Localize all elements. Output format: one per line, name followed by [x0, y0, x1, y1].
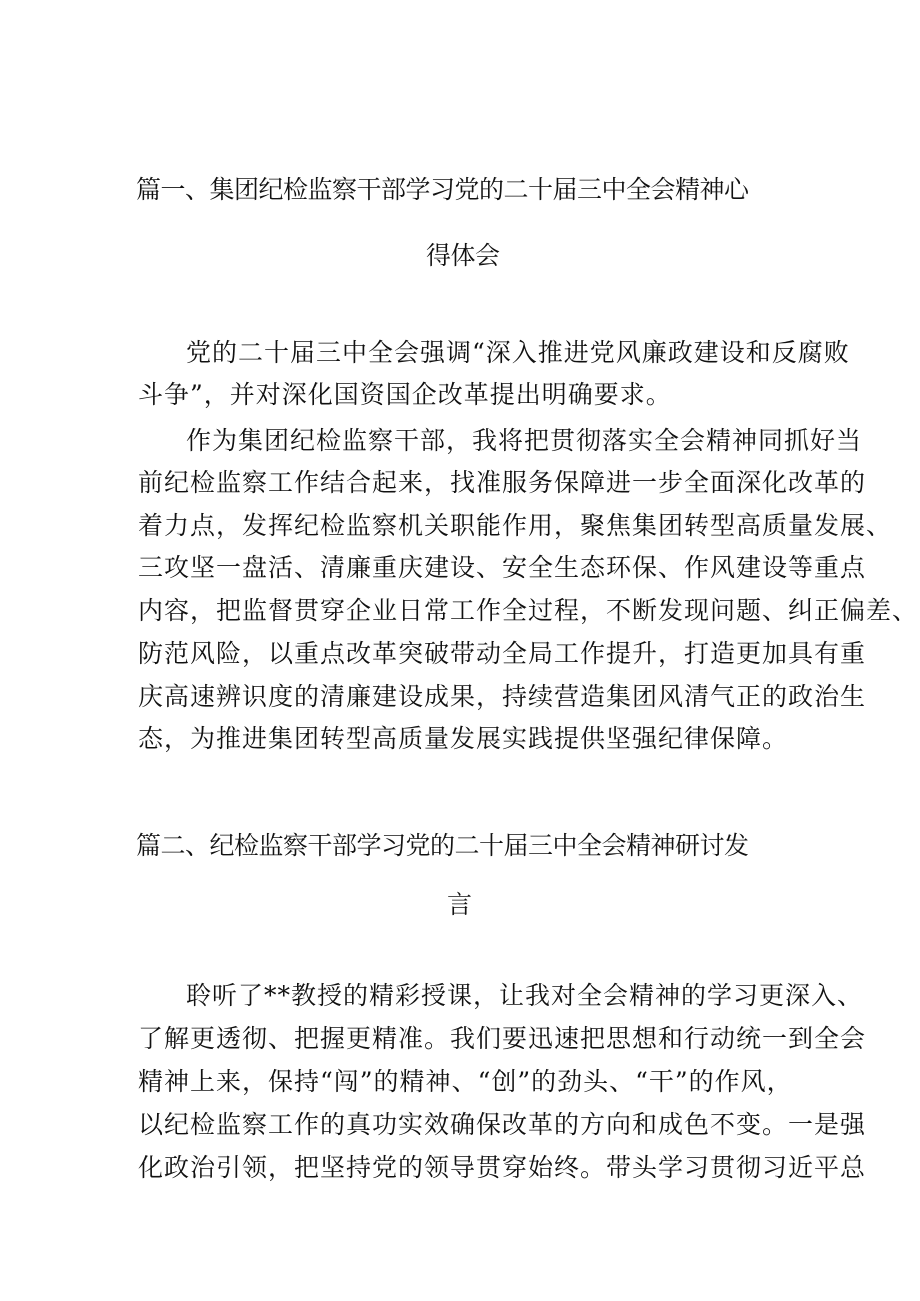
section2-title-line1: 篇二、纪检监察干部学习党的二十届三中全会精神研讨发 [136, 831, 749, 860]
paragraph-line: 内容，把监督贯穿企业日常工作全过程，不断发现问题、纠正偏差、 [138, 596, 919, 625]
section1-title-line2: 得体会 [426, 241, 500, 270]
paragraph-line: 化政治引领，把坚持党的领导贯穿始终。带头学习贯彻习近平总 [138, 1153, 867, 1182]
paragraph-line: 以纪检监察工作的真功实效确保改革的方向和成色不变。一是强 [138, 1110, 867, 1139]
paragraph-line: 党的二十届三中全会强调“深入推进党风廉政建设和反腐败 [186, 338, 850, 367]
paragraph-line: 庆高速辨识度的清廉建设成果，持续营造集团风清气正的政治生 [138, 682, 867, 711]
paragraph-line: 着力点，发挥纪检监察机关职能作用，聚焦集团转型高质量发展、 [138, 511, 893, 540]
paragraph-line: 精神上来，保持“闯”的精神、“创”的劲头、“干”的作风， [138, 1067, 793, 1096]
paragraph-line: 了解更透彻、把握更精准。我们要迅速把思想和行动统一到全会 [138, 1024, 867, 1053]
section2-title-line2: 言 [447, 890, 472, 919]
paragraph-line: 作为集团纪检监察干部，我将把贯彻落实全会精神同抓好当 [186, 426, 863, 455]
paragraph-line: 防范风险，以重点改革突破带动全局工作提升，打造更加具有重 [138, 639, 867, 668]
paragraph-line: 三攻坚一盘活、清廉重庆建设、安全生态环保、作风建设等重点 [138, 553, 867, 582]
paragraph-line: 态，为推进集团转型高质量发展实践提供坚强纪律保障。 [138, 724, 789, 753]
paragraph-line: 斗争”，并对深化国资国企改革提出明确要求。 [138, 380, 672, 409]
section1-title-line1: 篇一、集团纪检监察干部学习党的二十届三中全会精神心 [136, 175, 749, 204]
paragraph-line: 前纪检监察工作结合起来，找准服务保障进一步全面深化改革的 [138, 468, 867, 497]
paragraph-line: 聆听了**教授的精彩授课，让我对全会精神的学习更深入、 [186, 981, 864, 1010]
